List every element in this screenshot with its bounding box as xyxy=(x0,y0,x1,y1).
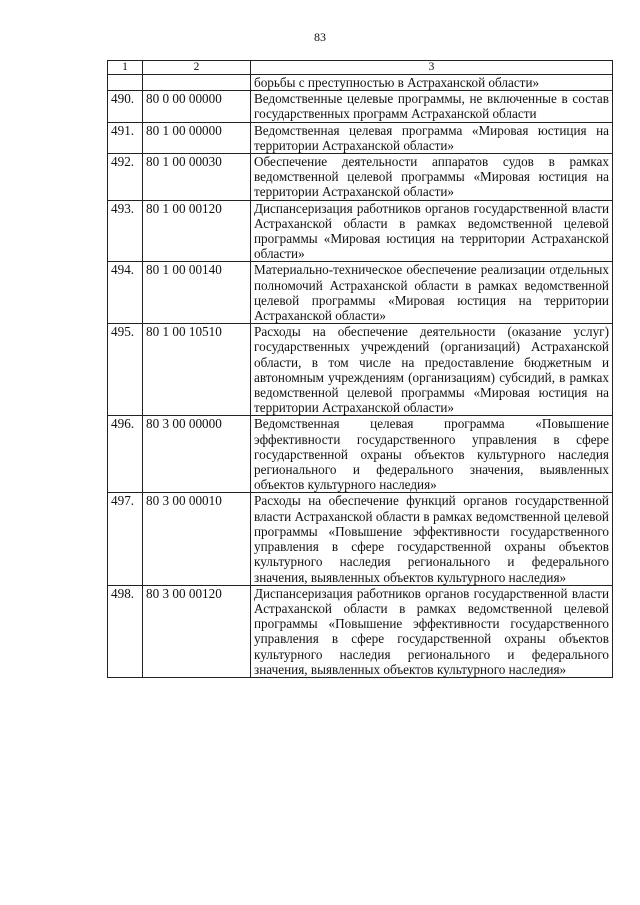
cell-num: 498. xyxy=(108,585,143,677)
cell-num: 491. xyxy=(108,122,143,153)
cell-description: Ведомственные целевые программы, не включенные в состав государственных программ Астраханской области xyxy=(251,91,613,122)
table-row xyxy=(108,416,613,493)
budget-classification-table xyxy=(107,60,613,678)
table-row xyxy=(108,262,613,324)
cell-code: 80 3 00 00120 xyxy=(143,585,251,677)
cell-description: борьбы с преступностью в Астраханской области» xyxy=(251,75,613,91)
table-row-continuation xyxy=(108,75,613,91)
cell-description: Диспансеризация работников органов государственной власти Астраханской области в рамках ведомственной целевой программы «Мировая юстиция на территории Астраханской области» xyxy=(251,200,613,262)
cell-description: Диспансеризация работников органов государственной власти Астраханской области в рамках ведомственной целевой программы «Повышение эффективности государственного управления в сфере государственной охраны объектов культурного наследия регионального и федерального значения, выявленных объектов культурного наследия» xyxy=(251,585,613,677)
cell-code: 80 1 00 00000 xyxy=(143,122,251,153)
cell-num: 492. xyxy=(108,154,143,201)
cell-num: 493. xyxy=(108,200,143,262)
cell-code: 80 3 00 00010 xyxy=(143,493,251,585)
cell-description: Материально-техническое обеспечение реализации отдельных полномочий Астраханской области в рамках ведомственной целевой программы «Мировая юстиция на территории Астраханской области» xyxy=(251,262,613,324)
cell-code: 80 1 00 10510 xyxy=(143,324,251,416)
cell-description: Ведомственная целевая программа «Повышение эффективности государственного управления в сфере государственной охраны объектов культурного наследия регионального и федерального значения, выявленных объектов культурного наследия» xyxy=(251,416,613,493)
cell-description: Расходы на обеспечение деятельности (оказание услуг) государственных учреждений (организаций) Астраханской области, в том числе на предоставление бюджетным и автономным учреждениям (организациям) субсидий, в рамках ведомственной целевой программы «Мировая юстиция на территории Астраханской области» xyxy=(251,324,613,416)
cell-code: 80 1 00 00140 xyxy=(143,262,251,324)
cell-num: 496. xyxy=(108,416,143,493)
cell-code: 80 1 00 00030 xyxy=(143,154,251,201)
cell-num xyxy=(108,75,143,91)
cell-code xyxy=(143,75,251,91)
cell-description: Обеспечение деятельности аппаратов судов в рамках ведомственной целевой программы «Мировая юстиция на территории Астраханской области» xyxy=(251,154,613,201)
cell-num: 490. xyxy=(108,91,143,122)
table-row xyxy=(108,200,613,262)
cell-code: 80 0 00 00000 xyxy=(143,91,251,122)
header-col-3: 3 xyxy=(251,61,613,75)
cell-description: Расходы на обеспечение функций органов государственной власти Астраханской области в рамках ведомственной целевой программы «Повышение эффективности государственного управления в сфере государственной охраны объектов культурного наследия регионального и федерального значения, выявленных объектов культурного наследия» xyxy=(251,493,613,585)
cell-num: 494. xyxy=(108,262,143,324)
header-col-2: 2 xyxy=(143,61,251,75)
table-row xyxy=(108,122,613,153)
table-row xyxy=(108,585,613,677)
table-row xyxy=(108,154,613,201)
table-header-row xyxy=(108,61,613,75)
table-row xyxy=(108,91,613,122)
page-number: 83 xyxy=(314,30,326,44)
cell-num: 497. xyxy=(108,493,143,585)
table-row xyxy=(108,324,613,416)
header-col-1: 1 xyxy=(108,61,143,75)
cell-description: Ведомственная целевая программа «Мировая юстиция на территории Астраханской области» xyxy=(251,122,613,153)
cell-num: 495. xyxy=(108,324,143,416)
cell-code: 80 3 00 00000 xyxy=(143,416,251,493)
cell-code: 80 1 00 00120 xyxy=(143,200,251,262)
table-row xyxy=(108,493,613,585)
